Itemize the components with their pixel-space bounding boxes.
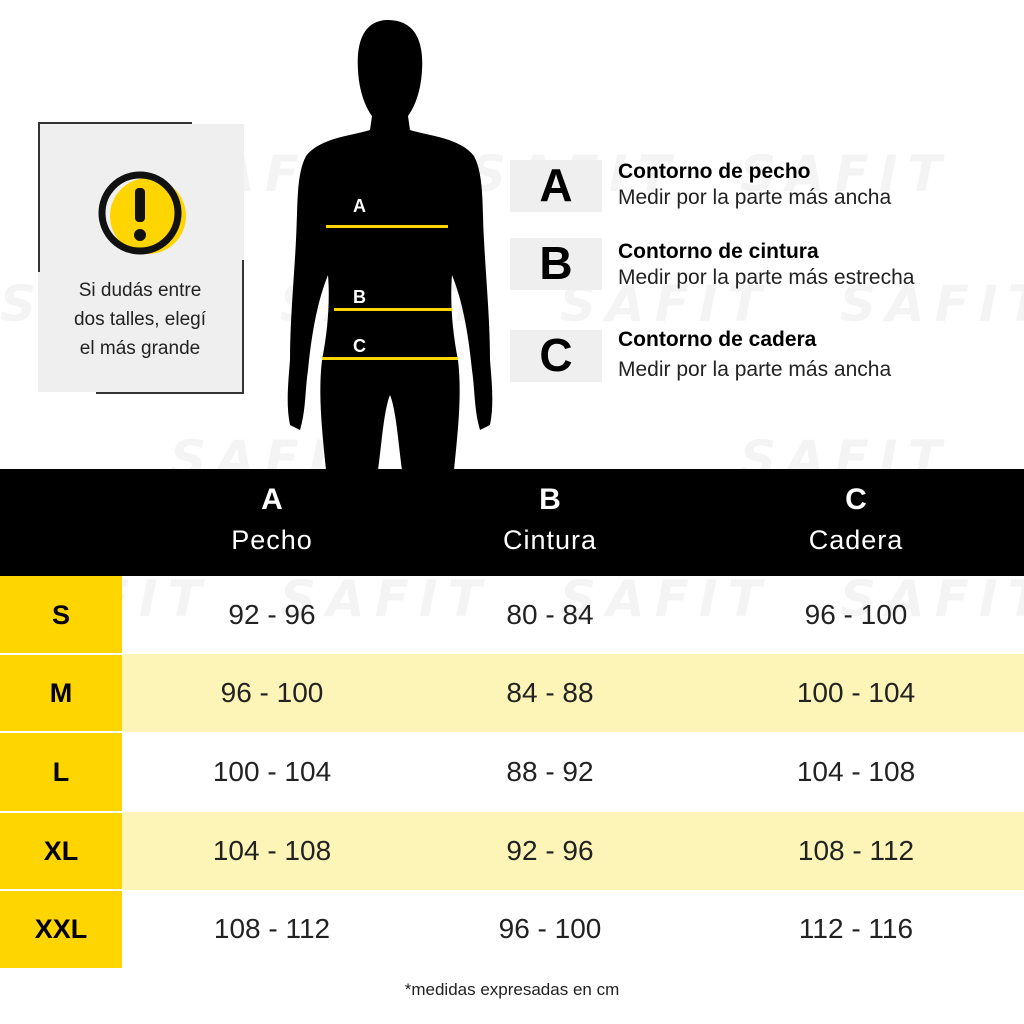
tip-frame xyxy=(38,122,192,124)
figure-label-c: C xyxy=(353,336,366,356)
table-cell: 108 - 112 xyxy=(797,835,915,866)
tip-text xyxy=(40,276,240,363)
legend-letter: C xyxy=(539,329,573,381)
table-cell: 104 - 108 xyxy=(796,756,916,787)
table-row xyxy=(0,732,1024,812)
tip-line: Si dudás entre xyxy=(78,280,202,301)
column-letter: B xyxy=(539,483,561,516)
size-cell: XXL xyxy=(0,890,122,968)
legend-title: Contorno de cintura xyxy=(618,240,819,263)
size-cell: XL xyxy=(0,812,122,890)
tip-frame xyxy=(242,260,244,394)
body-silhouette xyxy=(280,18,500,472)
table-cell: 92 - 96 xyxy=(506,835,594,866)
tip-frame xyxy=(96,392,244,394)
legend-desc: Medir por la parte más ancha xyxy=(618,358,892,381)
table-header xyxy=(0,469,1024,576)
column-name: Cadera xyxy=(808,525,904,555)
size-cell: S xyxy=(0,576,122,654)
legend-desc: Medir por la parte más ancha xyxy=(618,186,892,209)
legend-desc: Medir por la parte más estrecha xyxy=(618,266,915,289)
legend-letter: A xyxy=(539,159,573,211)
table-cell: 100 - 104 xyxy=(796,677,916,708)
row-divider xyxy=(0,889,122,891)
table-row xyxy=(0,890,1024,968)
table-cell: 96 - 100 xyxy=(498,913,602,944)
figure-label-b: B xyxy=(353,287,366,307)
row-divider xyxy=(0,653,122,655)
legend-title: Contorno de pecho xyxy=(618,160,811,183)
size-cell: L xyxy=(0,732,122,812)
table-cell: 104 - 108 xyxy=(212,835,332,866)
table-cell: 84 - 88 xyxy=(506,677,594,708)
tip-line: el más grande xyxy=(79,338,201,359)
table-cell: 80 - 84 xyxy=(506,599,594,630)
tip-frame xyxy=(38,122,40,272)
column-header xyxy=(122,469,422,576)
row-divider xyxy=(0,811,122,813)
row-divider xyxy=(0,731,122,733)
table-cell: 108 - 112 xyxy=(213,913,331,944)
footnote: *medidas expresadas en cm xyxy=(404,980,620,999)
legend-title: Contorno de cadera xyxy=(618,328,817,351)
table-cell: 96 - 100 xyxy=(804,599,908,630)
table-row xyxy=(0,576,1024,654)
table-cell: 112 - 116 xyxy=(798,913,914,944)
table-row xyxy=(0,812,1024,890)
tip-line: dos talles, elegí xyxy=(73,309,207,330)
table-cell: 100 - 104 xyxy=(212,756,332,787)
legend-letter: B xyxy=(539,237,573,289)
size-cell: M xyxy=(0,654,122,732)
column-letter: C xyxy=(845,483,867,516)
column-header xyxy=(706,469,1006,576)
table-cell: 88 - 92 xyxy=(506,756,594,787)
table-cell: 96 - 100 xyxy=(220,677,324,708)
figure-label-a: A xyxy=(353,196,366,216)
column-letter: A xyxy=(261,483,283,516)
table-cell: 92 - 96 xyxy=(228,599,316,630)
exclamation-warning-icon xyxy=(94,170,194,256)
column-name: Cintura xyxy=(502,525,598,555)
table-row xyxy=(0,654,1024,732)
column-name: Pecho xyxy=(231,525,313,555)
column-header xyxy=(400,469,700,576)
